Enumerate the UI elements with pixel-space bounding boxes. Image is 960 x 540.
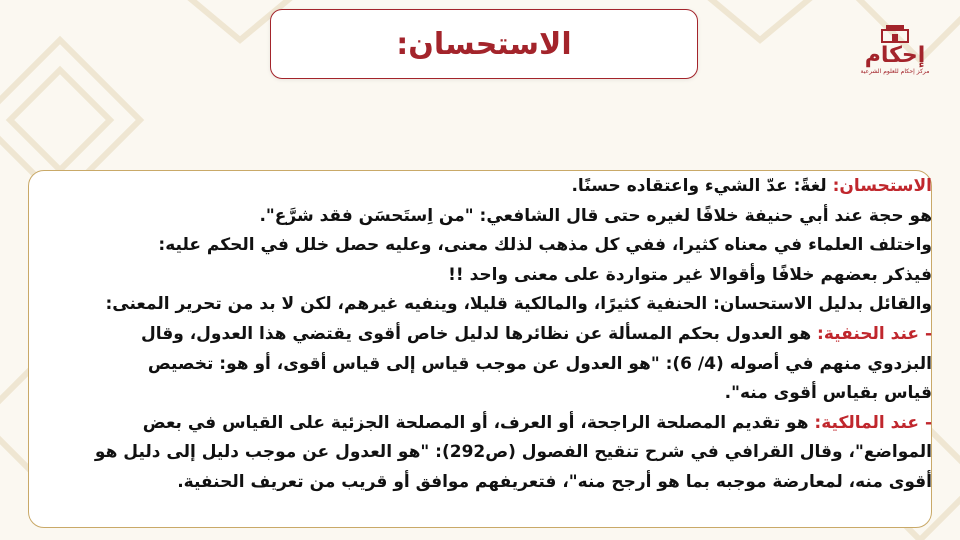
logo-subtitle: مركز إحكام للعلوم الشرعية xyxy=(860,68,930,75)
maliki-label: - عند المالكية: xyxy=(814,412,932,433)
logo-emblem-icon xyxy=(878,22,912,44)
maliki-line: أقوى منه، لمعارضة موجبه بما هو أرجح منه"، فتعريفهم موافق أو قريب من تعريف الحنفية. xyxy=(177,471,932,492)
title-box xyxy=(270,9,698,79)
hanafi-line xyxy=(42,320,932,350)
term-label: الاستحسان: xyxy=(832,176,932,196)
paragraph-line: واختلف العلماء في معناه كثيرا، ففي كل مذهب لذلك معنى، وعليه حصل خلل في الحكم عليه: xyxy=(158,235,932,256)
maliki-line: المواضع"، وقال القرافي في شرح تنقيح الفصول (ص292): "هو العدول عن موجب دليل إلى دليل هو xyxy=(94,442,932,463)
maliki-text: هو تقديم المصلحة الراجحة، أو العرف، أو المصلحة الجزئية على القياس في بعض xyxy=(142,412,815,433)
hanafi-line: البزدوي منهم في أصوله (4/ 6): "هو العدول عن موجب قياس إلى قياس أقوى، أو هو: تخصيص xyxy=(147,353,932,374)
definition-line xyxy=(42,172,932,202)
hanafi-text: هو العدول بحكم المسألة عن نظائرها لدليل خاص أقوى يقتضي هذا العدول، وقال xyxy=(140,323,818,344)
logo xyxy=(845,22,945,97)
definition-text: لغةً: عدّ الشيء واعتقاده حسنًا. xyxy=(571,176,833,196)
hanafi-line: قياس بقياس أقوى منه". xyxy=(724,383,932,404)
paragraph-line: فيذكر بعضهم خلافًا وأقوالا غير متواردة على معنى واحد !! xyxy=(448,264,932,285)
content-text xyxy=(42,172,932,498)
maliki-line xyxy=(42,409,932,439)
hanafi-label: - عند الحنفية: xyxy=(817,323,932,344)
logo-name: إحكام xyxy=(864,43,926,68)
paragraph-line: هو حجة عند أبي حنيفة خلافًا لغيره حتى قال الشافعي: "من اِستَحسَن فقد شرَّع". xyxy=(259,205,932,226)
paragraph-line: والقائل بدليل الاستحسان: الحنفية كثيرًا، والمالكية قليلا، وينفيه غيرهم، لكن لا بد من تحرير المعنى: xyxy=(105,294,932,315)
slide-title: الاستحسان: xyxy=(396,26,572,62)
